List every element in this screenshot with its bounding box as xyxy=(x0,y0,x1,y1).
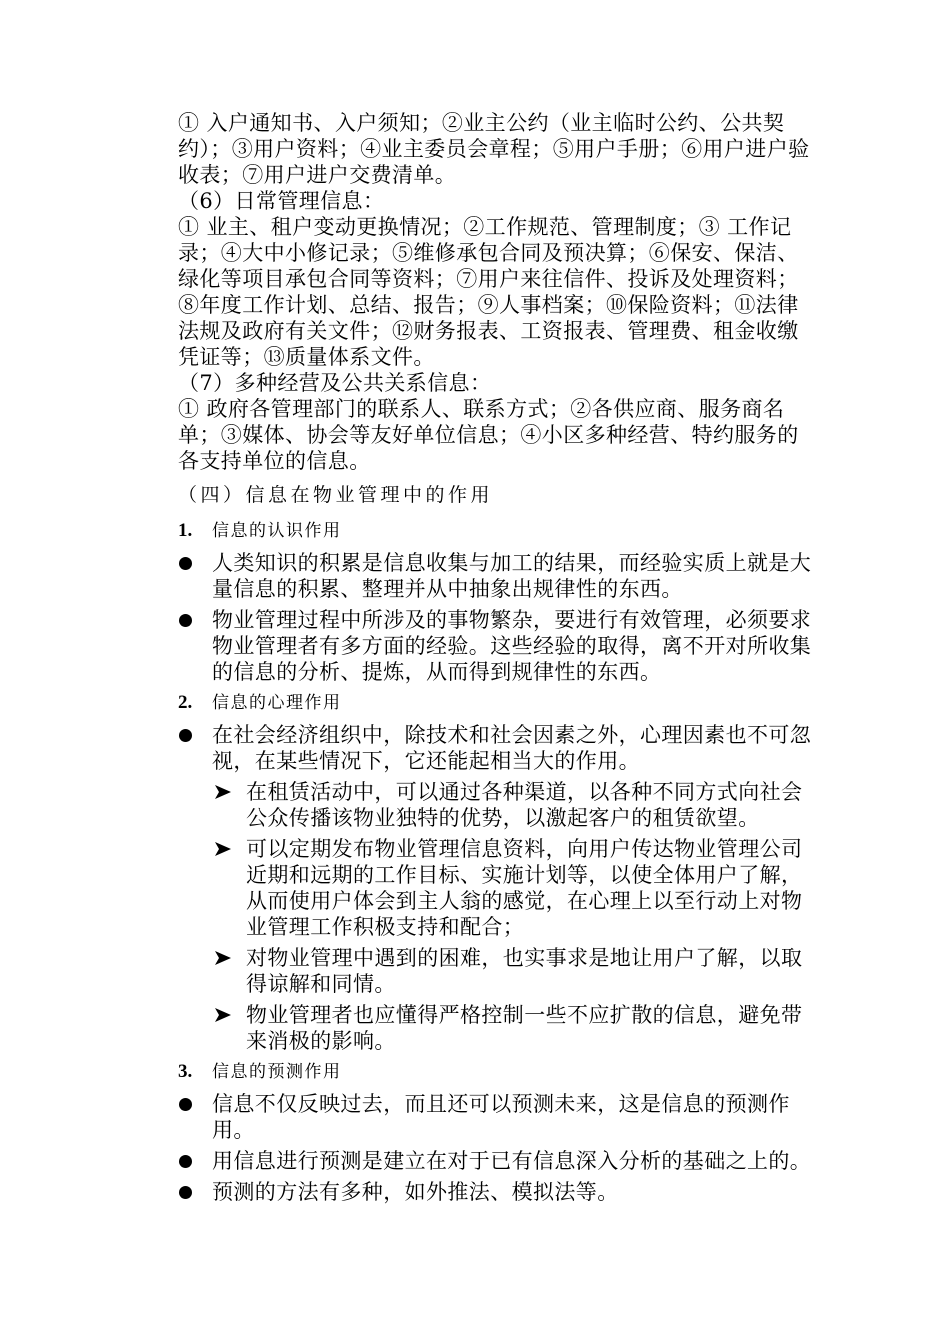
bullet-dot-icon xyxy=(179,1098,192,1111)
arrow-item-text: 对物业管理中遇到的困难，也实事求是地让用户了解，以取得谅解和同情。 xyxy=(246,946,803,996)
subsection-number: 3. xyxy=(178,1061,193,1082)
arrow-item-text: 在租赁活动中，可以通过各种渠道，以各种不同方式向社会公众传播该物业独特的优势，以激起客户的租赁欲望。 xyxy=(246,780,803,830)
bullet-text: 预测的方法有多种，如外推法、模拟法等。 xyxy=(212,1180,619,1204)
arrow-item-text: 可以定期发布物业管理信息资料，向用户传达物业管理公司近期和远期的工作目标、实施计划等，以使全体用户了解，从而使用户体会到主人翁的感觉，在心理上以至行动上对物业管理工作积极支持和配合； xyxy=(246,837,803,939)
bullet-dot-icon xyxy=(179,557,192,570)
subsection-heading-2 xyxy=(178,690,818,716)
move-in-info-paragraph: ① 入户通知书、入户须知；②业主公约（业主临时公约、公共契约）；③用户资料；④业主委员会章程；⑤用户手册；⑥用户进户验收表；⑦用户进户交费清单。 xyxy=(178,111,810,187)
arrow-bullet-icon xyxy=(212,1002,236,1028)
bullet-text: 物业管理过程中所涉及的事物繁杂，要进行有效管理，必须要求物业管理者有多方面的经验。这些经验的取得，离不开对所收集的信息的分析、提炼，从而得到规律性的东西。 xyxy=(212,608,812,684)
subsection-heading-3 xyxy=(178,1059,818,1085)
subsection-number: 1. xyxy=(178,520,193,541)
arrow-item xyxy=(178,779,818,831)
subsection-heading-1 xyxy=(178,518,818,544)
arrow-bullet-icon xyxy=(212,779,236,805)
daily-management-heading: （6）日常管理信息： xyxy=(178,189,385,213)
bullet-dot-icon xyxy=(179,1155,192,1168)
bullet-text: 人类知识的积累是信息收集与加工的结果，而经验实质上就是大量信息的积累、整理并从中抽象出规律性的东西。 xyxy=(212,551,812,601)
bullet-text: 在社会经济组织中，除技术和社会因素之外，心理因素也不可忽视，在某些情况下，它还能起相当大的作用。 xyxy=(212,723,812,773)
arrow-item xyxy=(178,945,818,997)
arrow-bullet-icon xyxy=(212,836,236,862)
subsection-title: 信息的预测作用 xyxy=(212,1062,342,1082)
subsection-number: 2. xyxy=(178,692,193,713)
bullet-dot-icon xyxy=(179,1186,192,1199)
bullet-item xyxy=(178,722,818,774)
subsection-title: 信息的心理作用 xyxy=(212,693,342,713)
arrow-item-text: 物业管理者也应懂得严格控制一些不应扩散的信息，避免带来消极的影响。 xyxy=(246,1003,803,1053)
bullet-dot-icon xyxy=(179,729,192,742)
arrow-item xyxy=(178,1002,818,1054)
bullet-text: 信息不仅反映过去，而且还可以预测未来，这是信息的预测作用。 xyxy=(212,1092,790,1142)
daily-management-paragraph: ① 业主、租户变动更换情况；②工作规范、管理制度；③ 工作记录；④大中小修记录；⑤维修承包合同及预决算；⑥保安、保洁、绿化等项目承包合同等资料；⑦用户来往信件、投诉及处理资料；⑧年度工作计划、总结、报告；⑨人事档案；⑩保险资料；⑪法律法规及政府有关文件；⑫财务报表、工资报表、管理费、租金收缴凭证等；⑬质量体系文件。 xyxy=(178,215,799,369)
bullet-dot-icon xyxy=(179,614,192,627)
public-relations-paragraph: ① 政府各管理部门的联系人、联系方式；②各供应商、服务商名单；③媒体、协会等友好单位信息；④小区多种经营、特约服务的各支持单位的信息。 xyxy=(178,397,799,473)
subsection-title: 信息的认识作用 xyxy=(212,521,342,541)
public-relations-heading: （7）多种经营及公共关系信息： xyxy=(178,371,492,395)
bullet-text: 用信息进行预测是建立在对于已有信息深入分析的基础之上的。 xyxy=(212,1149,812,1173)
bullet-item xyxy=(178,1179,818,1205)
section-title: （四）信息在物业管理中的作用 xyxy=(178,484,494,506)
arrow-item xyxy=(178,836,818,940)
bullet-item xyxy=(178,1091,818,1143)
bullet-item xyxy=(178,550,818,602)
arrow-bullet-icon xyxy=(212,945,236,971)
bullet-item xyxy=(178,1148,818,1174)
document-page xyxy=(178,110,818,1210)
bullet-item xyxy=(178,607,818,685)
